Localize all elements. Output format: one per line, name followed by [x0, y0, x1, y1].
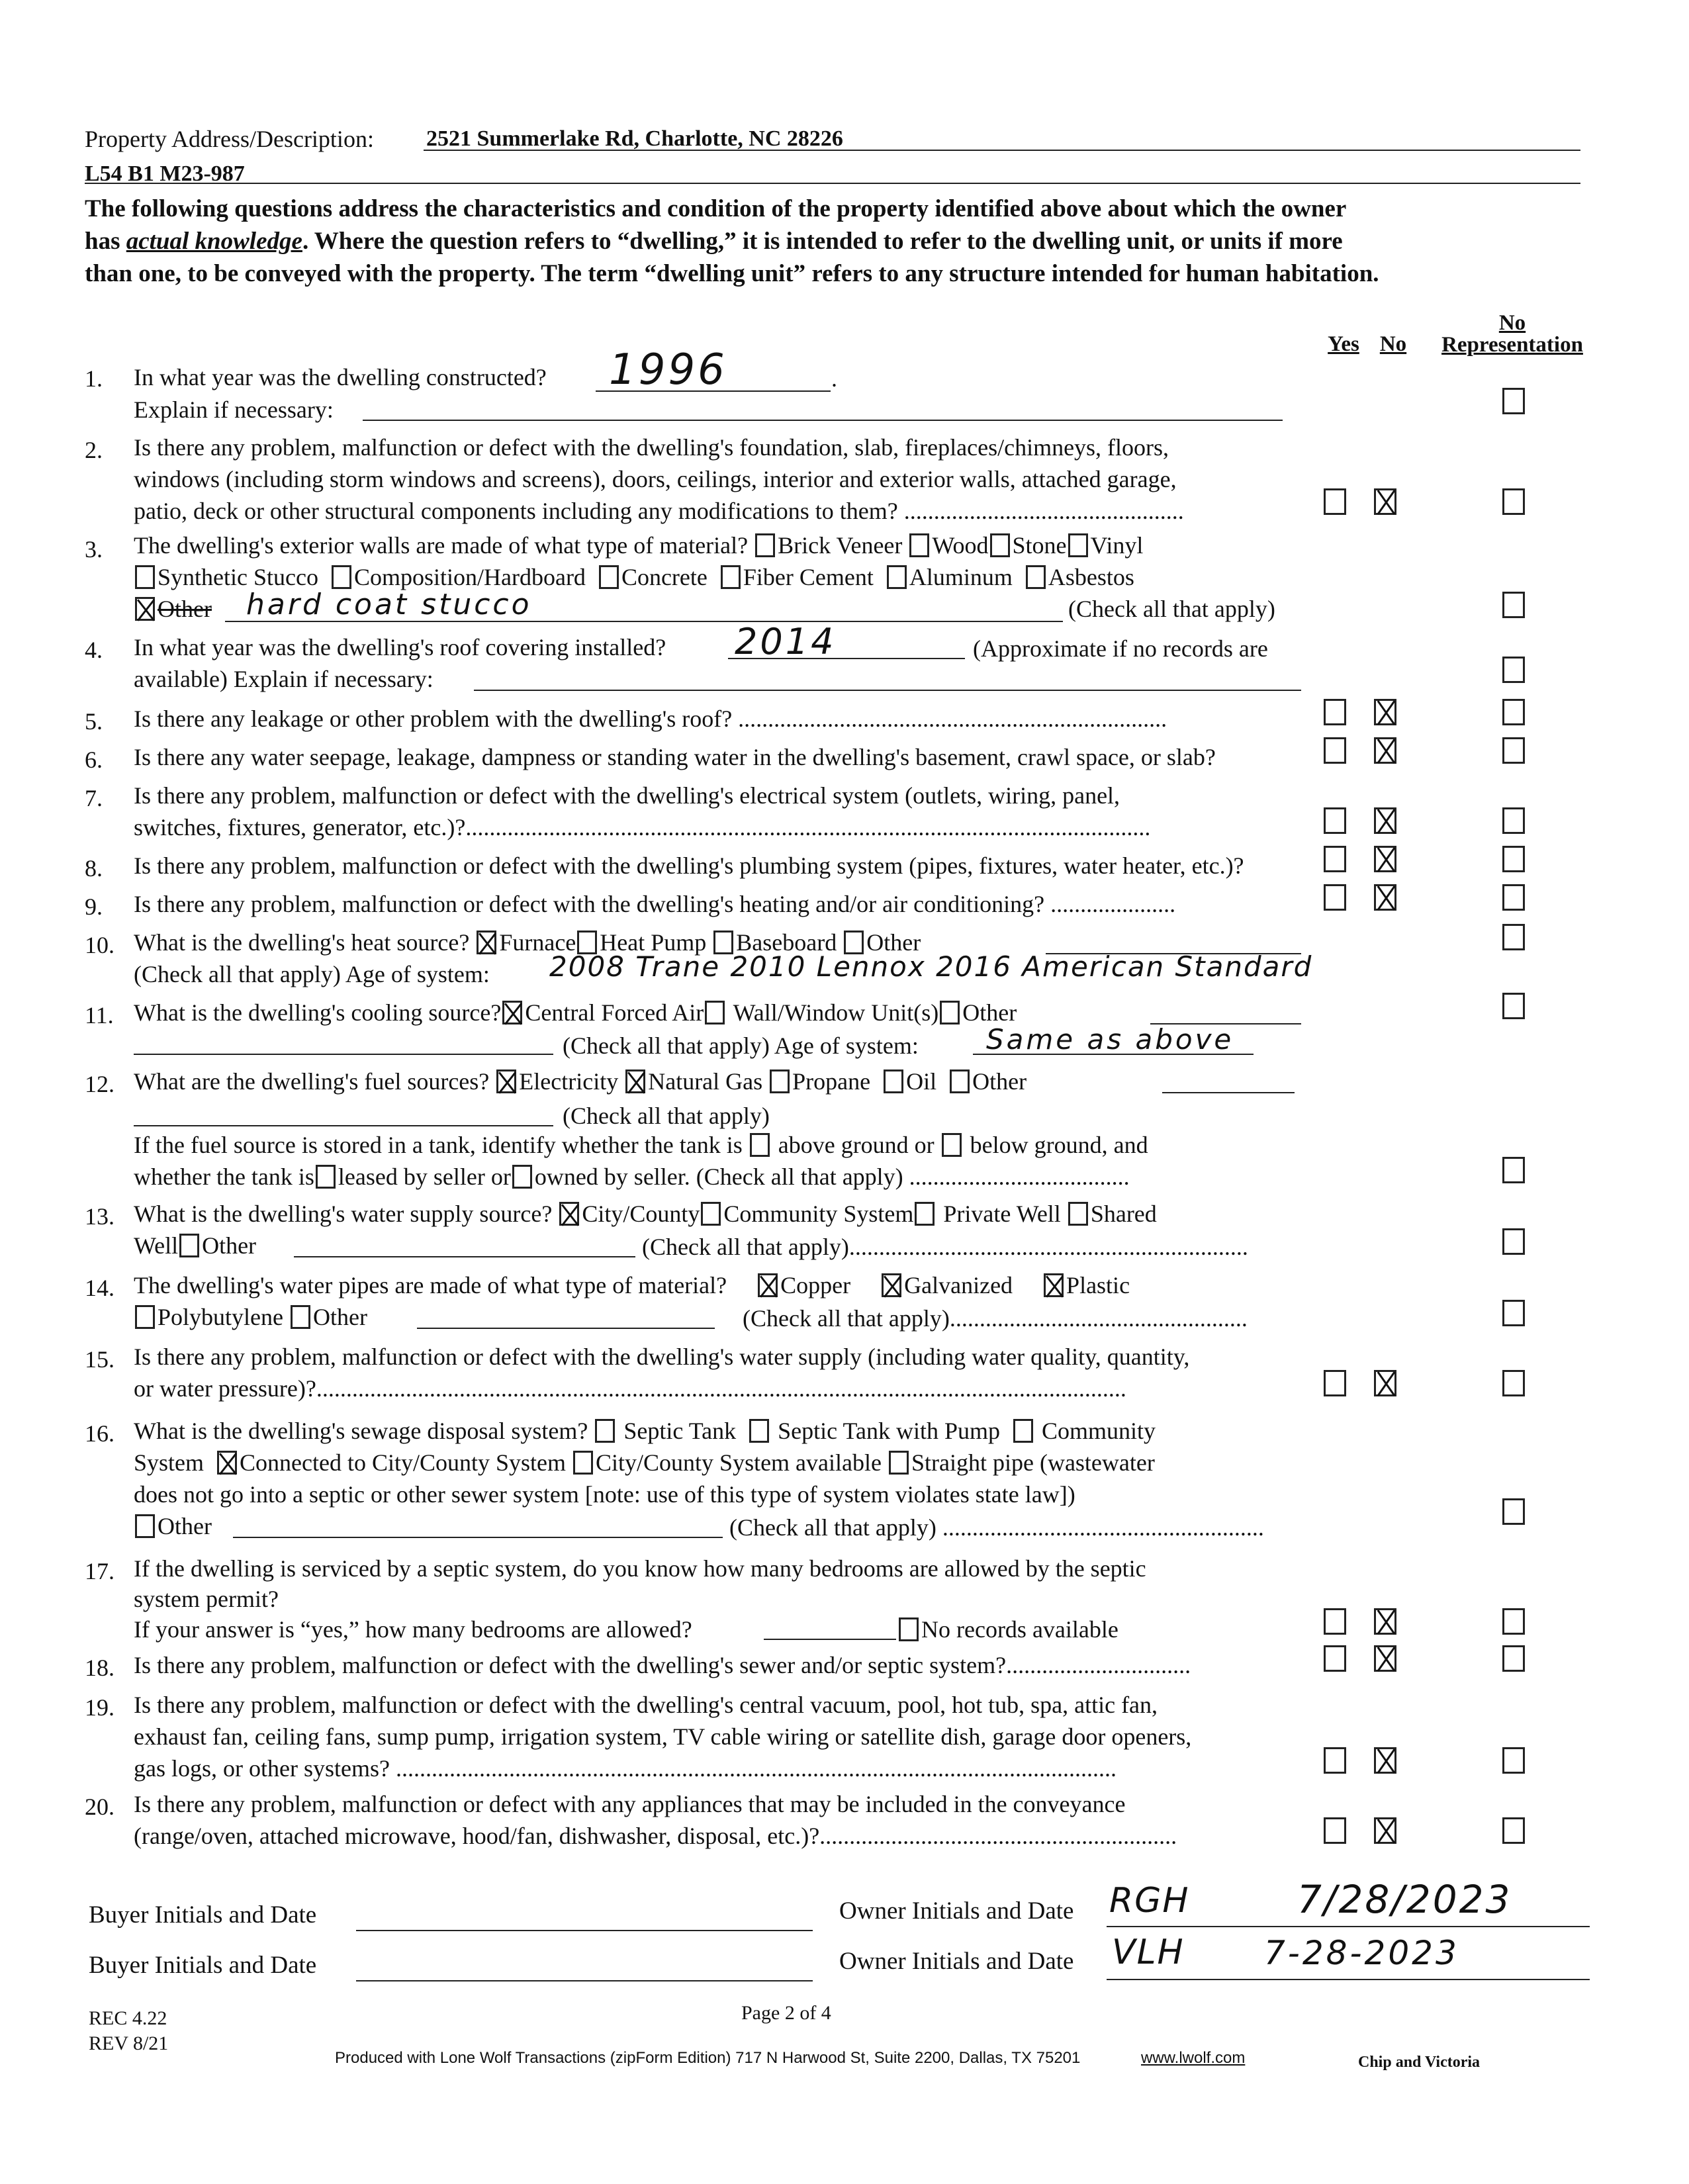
- no-column-header: No: [1379, 332, 1407, 356]
- q2-no-rep-checkbox[interactable]: [1502, 488, 1525, 515]
- q13-no-rep-checkbox[interactable]: [1502, 1228, 1525, 1255]
- q1-answer: 1996: [609, 345, 727, 394]
- document-name: Chip and Victoria: [1358, 2054, 1481, 2071]
- q5-yes-checkbox[interactable]: [1324, 699, 1346, 725]
- owner-initials-label-1: Owner Initials and Date: [839, 1897, 1074, 1925]
- address-underline: [424, 150, 1580, 151]
- q1-no-rep-checkbox[interactable]: [1502, 388, 1525, 414]
- form-code: REC 4.22: [89, 2007, 167, 2029]
- q20-number: 20.: [85, 1794, 114, 1820]
- q10-no-rep-checkbox[interactable]: [1502, 924, 1525, 950]
- page-number: Page 2 of 4: [741, 2002, 831, 2024]
- address-label: Property Address/Description:: [85, 126, 374, 152]
- q4-line-1b: (Approximate if no records are: [973, 635, 1268, 662]
- q2-no-checkbox[interactable]: [1374, 488, 1396, 515]
- buyer-initials-field-1[interactable]: [356, 1930, 813, 1931]
- q7-yes-checkbox[interactable]: [1324, 807, 1346, 834]
- q14-no-rep-checkbox[interactable]: [1502, 1300, 1525, 1326]
- q8-text: Is there any problem, malfunction or defect with the dwelling's plumbing system (pipes, fixtures, water heater, etc.)?: [134, 852, 1244, 879]
- q16-number: 16.: [85, 1420, 114, 1447]
- q7-no-rep-checkbox[interactable]: [1502, 807, 1525, 834]
- q19-line-3: gas logs, or other systems? .........................................................................................................................: [134, 1755, 1117, 1782]
- q12-line-2: (Check all that apply): [563, 1103, 770, 1129]
- q1-text: In what year was the dwelling constructed?: [134, 364, 547, 390]
- q13-line-2: Well Other: [134, 1232, 257, 1259]
- q9-number: 9.: [85, 893, 103, 920]
- q19-line-1: Is there any problem, malfunction or defect with the dwelling's central vacuum, pool, hot tub, spa, attic fan,: [134, 1692, 1158, 1718]
- q14-line-2: Polybutylene Other: [134, 1301, 1299, 1333]
- q7-no-checkbox[interactable]: [1374, 807, 1396, 834]
- q17-number: 17.: [85, 1558, 114, 1584]
- q11-age-answer: Same as above: [986, 1023, 1234, 1056]
- q12-line-3: If the fuel source is stored in a tank, identify whether the tank is above ground or below ground, and: [134, 1132, 1148, 1158]
- q3-line-2: Synthetic Stucco Composition/Hardboard Concrete Fiber Cement Aluminum Asbestos: [134, 561, 1299, 593]
- owner2-initials: VLH: [1112, 1933, 1185, 1972]
- q16-line-2: System Connected to City/County System City/County System available Straight pipe (wastewater: [134, 1449, 1155, 1476]
- q12-line-4: whether the tank is leased by seller or owned by seller. (Check all that apply) .....................................: [134, 1163, 1130, 1190]
- q18-no-checkbox[interactable]: [1374, 1645, 1396, 1672]
- buyer-initials-label-2: Buyer Initials and Date: [89, 1952, 317, 1979]
- q8-yes-checkbox[interactable]: [1324, 846, 1346, 872]
- q16-no-rep-checkbox[interactable]: [1502, 1498, 1525, 1525]
- q13-number: 13.: [85, 1203, 114, 1230]
- q4-line-1: In what year was the dwelling's roof covering installed?: [134, 634, 666, 660]
- owner1-initials: RGH: [1109, 1881, 1190, 1921]
- produced-with: Produced with Lone Wolf Transactions (zipForm Edition) 717 N Harwood St, Suite 2200, Dallas, TX 75201: [335, 2049, 1081, 2067]
- owner-initials-label-2: Owner Initials and Date: [839, 1948, 1074, 1975]
- q6-text: Is there any water seepage, leakage, dampness or standing water in the dwelling's basement, crawl space, or slab?: [134, 744, 1216, 770]
- q17-line-1: If the dwelling is serviced by a septic system, do you know how many bedrooms are allowed by the septic: [134, 1555, 1146, 1582]
- q3-line-1: The dwelling's exterior walls are made of what type of material? Brick Veneer Wood Stone Vinyl: [134, 532, 1144, 559]
- q19-number: 19.: [85, 1694, 114, 1721]
- intro-line-2: has actual knowledge. Where the question refers to “dwelling,” it is intended to refer to the dwelling unit, or units if more: [85, 228, 1343, 255]
- q12-number: 12.: [85, 1071, 114, 1097]
- q19-no-rep-checkbox[interactable]: [1502, 1747, 1525, 1774]
- q20-no-rep-checkbox[interactable]: [1502, 1817, 1525, 1844]
- q6-no-rep-checkbox[interactable]: [1502, 737, 1525, 764]
- q13-line-1: What is the dwelling's water supply source? City/County Community System Private Well Shared: [134, 1201, 1157, 1227]
- form-revision: REV 8/21: [89, 2032, 169, 2054]
- q5-no-checkbox[interactable]: [1374, 699, 1396, 725]
- owner2-date: 7-28-2023: [1264, 1934, 1459, 1972]
- no-rep-header-1: No: [1498, 311, 1526, 335]
- q18-number: 18.: [85, 1655, 114, 1681]
- q17-no-records: No records available: [897, 1616, 1118, 1643]
- q19-no-checkbox[interactable]: [1374, 1747, 1396, 1774]
- yes-column-header: Yes: [1328, 332, 1359, 356]
- q14-check-all: (Check all that apply)..................................................: [743, 1305, 1248, 1332]
- q3-number: 3.: [85, 536, 103, 563]
- q3-line-3: Other: [134, 593, 1299, 625]
- q11-line-2: (Check all that apply) Age of system:: [563, 1032, 919, 1059]
- q19-line-2: exhaust fan, ceiling fans, sump pump, irrigation system, TV cable wiring or satellite dish, garage door openers,: [134, 1723, 1192, 1750]
- q6-yes-checkbox[interactable]: [1324, 737, 1346, 764]
- q18-text: Is there any problem, malfunction or defect with the dwelling's sewer and/or septic system?...............................: [134, 1652, 1191, 1678]
- q12-no-rep-checkbox[interactable]: [1502, 1157, 1525, 1183]
- q8-number: 8.: [85, 855, 103, 882]
- q13-check-all: (Check all that apply)...................................................................: [642, 1234, 1248, 1260]
- property-lot: L54 B1 M23-987: [85, 161, 245, 186]
- q7-number: 7.: [85, 785, 103, 811]
- q7-line-1: Is there any problem, malfunction or defect with the dwelling's electrical system (outlets, wiring, panel,: [134, 782, 1120, 809]
- q15-line-1: Is there any problem, malfunction or defect with the dwelling's water supply (including water quality, quantity,: [134, 1343, 1190, 1370]
- property-address: 2521 Summerlake Rd, Charlotte, NC 28226: [426, 126, 843, 151]
- q20-no-checkbox[interactable]: [1374, 1817, 1396, 1844]
- q15-no-rep-checkbox[interactable]: [1502, 1370, 1525, 1396]
- q17-yes-checkbox[interactable]: [1324, 1608, 1346, 1635]
- q9-no-rep-checkbox[interactable]: [1502, 884, 1525, 911]
- q17-no-rep-checkbox[interactable]: [1502, 1608, 1525, 1635]
- q6-number: 6.: [85, 747, 103, 773]
- q17-line-2: system permit?: [134, 1586, 279, 1612]
- q4-answer: 2014: [735, 621, 837, 662]
- q2-line-2: windows (including storm windows and screens), doors, ceilings, interior and exterior walls, attached garage,: [134, 466, 1177, 492]
- q9-no-checkbox[interactable]: [1374, 884, 1396, 911]
- q5-number: 5.: [85, 708, 103, 735]
- q15-number: 15.: [85, 1346, 114, 1373]
- intro-line-3: than one, to be conveyed with the property. The term “dwelling unit” refers to any structure intended for human habitation.: [85, 260, 1379, 287]
- q4-no-rep-checkbox[interactable]: [1502, 657, 1525, 683]
- q20-line-2: (range/oven, attached microwave, hood/fan, dishwasher, disposal, etc.)?............................................................: [134, 1823, 1177, 1849]
- q9-yes-checkbox[interactable]: [1324, 884, 1346, 911]
- lot-underline: [85, 183, 1580, 184]
- q10-line-2: (Check all that apply) Age of system:: [134, 961, 490, 987]
- q8-no-rep-checkbox[interactable]: [1502, 846, 1525, 872]
- q2-number: 2.: [85, 437, 103, 463]
- lwolf-link[interactable]: www.lwolf.com: [1141, 2049, 1246, 2067]
- q4-line-2: available) Explain if necessary:: [134, 666, 434, 692]
- q2-line-3: patio, deck or other structural components including any modifications to them? ...............................................: [134, 498, 1184, 524]
- q5-text: Is there any leakage or other problem with the dwelling's roof? ........................................................................: [134, 705, 1167, 732]
- q16-line-1: What is the dwelling's sewage disposal system? Septic Tank Septic Tank with Pump Community: [134, 1418, 1156, 1444]
- buyer-initials-label-1: Buyer Initials and Date: [89, 1901, 317, 1929]
- q2-yes-checkbox[interactable]: [1324, 488, 1346, 515]
- q8-no-checkbox[interactable]: [1374, 846, 1396, 872]
- q11-no-rep-checkbox[interactable]: [1502, 993, 1525, 1019]
- q11-line-1: What is the dwelling's cooling source? Central Forced Air Wall/Window Unit(s) Other: [134, 999, 1017, 1026]
- q9-text: Is there any problem, malfunction or defect with the dwelling's heating and/or air conditioning? .....................: [134, 891, 1176, 917]
- q18-yes-checkbox[interactable]: [1324, 1645, 1346, 1672]
- q1-answer-line: [596, 390, 831, 392]
- q1-explain: Explain if necessary:: [134, 396, 334, 423]
- q18-no-rep-checkbox[interactable]: [1502, 1645, 1525, 1672]
- q19-yes-checkbox[interactable]: [1324, 1747, 1346, 1774]
- q12-line-1: What are the dwelling's fuel sources? Electricity Natural Gas Propane Oil Other: [134, 1068, 1027, 1095]
- q3-check-all: (Check all that apply): [1068, 596, 1275, 622]
- no-rep-header-2: Representation: [1441, 333, 1583, 357]
- q20-yes-checkbox[interactable]: [1324, 1817, 1346, 1844]
- q16-line-3: does not go into a septic or other sewer system [note: use of this type of system violates state law]): [134, 1481, 1075, 1508]
- q4-number: 4.: [85, 637, 103, 663]
- q10-line-1: What is the dwelling's heat source? Furnace Heat Pump Baseboard Other: [134, 929, 921, 956]
- q2-line-1: Is there any problem, malfunction or defect with the dwelling's foundation, slab, fireplaces/chimneys, floors,: [134, 434, 1169, 461]
- q14-number: 14.: [85, 1275, 114, 1301]
- q10-number: 10.: [85, 932, 114, 958]
- q5-no-rep-checkbox[interactable]: [1502, 699, 1525, 725]
- buyer-initials-field-2[interactable]: [356, 1980, 813, 1981]
- q11-number: 11.: [85, 1002, 114, 1028]
- q15-line-2: or water pressure)?........................................................................................................................................: [134, 1375, 1126, 1402]
- q16-line-4: Other: [134, 1510, 1299, 1542]
- q15-yes-checkbox[interactable]: [1324, 1370, 1346, 1396]
- q20-line-1: Is there any problem, malfunction or defect with any appliances that may be included in the conveyance: [134, 1791, 1126, 1817]
- q17-no-checkbox[interactable]: [1374, 1608, 1396, 1635]
- q10-age-answer: 2008 Trane 2010 Lennox 2016 American Standard: [549, 950, 1313, 983]
- q6-no-checkbox[interactable]: [1374, 737, 1396, 764]
- owner1-date: 7/28/2023: [1297, 1877, 1512, 1922]
- q15-no-checkbox[interactable]: [1374, 1370, 1396, 1396]
- q3-no-rep-checkbox[interactable]: [1502, 592, 1525, 618]
- q3-other-text: hard coat stucco: [246, 588, 532, 621]
- intro-line-1: The following questions address the characteristics and condition of the property identified above about which the owner: [85, 195, 1347, 222]
- q7-line-2: switches, fixtures, generator, etc.)?...................................................................................................................: [134, 814, 1151, 841]
- q17-line-3: If your answer is “yes,” how many bedrooms are allowed?: [134, 1616, 692, 1643]
- q16-check-all: (Check all that apply) ......................................................: [729, 1514, 1264, 1541]
- q1-number: 1.: [85, 365, 103, 392]
- q14-line-1: The dwelling's water pipes are made of what type of material? Copper Galvanized Plastic: [134, 1272, 1130, 1298]
